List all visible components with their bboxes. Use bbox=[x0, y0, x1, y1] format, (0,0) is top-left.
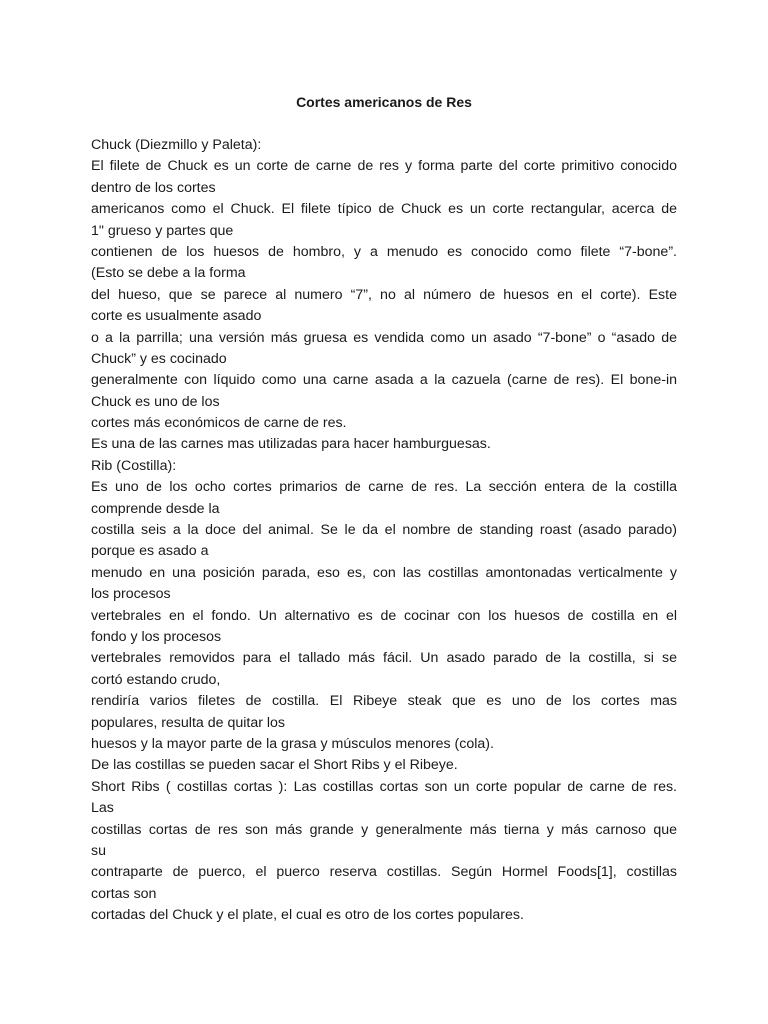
text-line: fondo y los procesos bbox=[91, 628, 222, 645]
text-line: vertebrales removidos para el tallado más fácil. Un asado parado de la costilla, si se bbox=[91, 650, 677, 667]
text-line: huesos y la mayor parte de la grasa y músculos menores (cola). bbox=[91, 735, 494, 752]
text-line: Es uno de los ocho cortes primarios de carne de res. La sección entera de la costilla bbox=[91, 479, 677, 496]
text-line: los procesos bbox=[91, 586, 171, 603]
text-line: americanos como el Chuck. El filete típico de Chuck es un corte rectangular, acerca de bbox=[91, 201, 677, 218]
text-line: del hueso, que se parece al numero “7”, no al número de huesos en el corte). Este bbox=[91, 286, 677, 303]
text-line: costillas cortas de res son más grande y generalmente más tierna y más carnoso que bbox=[91, 821, 677, 838]
text-line: Chuck es uno de los bbox=[91, 393, 220, 410]
text-line: (Esto se debe a la forma bbox=[91, 265, 246, 282]
text-line: Short Ribs ( costillas cortas ): Las costillas cortas son un corte popular de carne de res. bbox=[91, 778, 677, 795]
text-line: Chuck (Diezmillo y Paleta): bbox=[91, 137, 262, 153]
text-line: Chuck” y es cocinado bbox=[91, 350, 227, 367]
text-line: Rib (Costilla): bbox=[91, 457, 177, 474]
text-line: su bbox=[91, 842, 106, 859]
text-line: populares, resulta de quitar los bbox=[91, 714, 286, 731]
text-line: contraparte de puerco, el puerco reserva costillas. Según Hormel Foods[1], costillas bbox=[91, 864, 677, 881]
text-line: cortadas del Chuck y el plate, el cual es otro de los cortes populares. bbox=[91, 907, 524, 924]
text-line: cortas son bbox=[91, 885, 157, 902]
text-line: comprende desde la bbox=[91, 500, 220, 517]
text-line: rendiría varios filetes de costilla. El Ribeye steak que es uno de los cortes mas bbox=[91, 693, 677, 710]
text-line: vertebrales en el fondo. Un alternativo es de cocinar con los huesos de costilla en el bbox=[91, 607, 677, 624]
text-line: Es una de las carnes mas utilizadas para hacer hamburguesas. bbox=[91, 436, 491, 453]
text-line: menudo en una posición parada, eso es, con las costillas amontonadas verticalmente y bbox=[91, 564, 677, 581]
text-line: generalmente con líquido como una carne asada a la cazuela (carne de res). El bone-in bbox=[91, 372, 677, 389]
text-line: dentro de los cortes bbox=[91, 179, 216, 196]
text-line: contienen de los huesos de hombro, y a menudo es conocido como filete “7-bone”. bbox=[91, 243, 677, 260]
text-line: costilla seis a la doce del animal. Se le da el nombre de standing roast (asado parado) bbox=[91, 522, 677, 539]
text-line: corte es usualmente asado bbox=[91, 308, 262, 325]
text-line: cortes más económicos de carne de res. bbox=[91, 415, 347, 432]
text-line: 1" grueso y partes que bbox=[91, 222, 234, 239]
text-line: El filete de Chuck es un corte de carne de res y forma parte del corte primitivo conocido bbox=[91, 158, 677, 175]
text-line: cortó estando crudo, bbox=[91, 671, 221, 688]
text-line: porque es asado a bbox=[91, 543, 209, 560]
text-line: Las bbox=[91, 800, 114, 817]
text-line: o a la parrilla; una versión más gruesa es vendida como un asado “7-bone” o “asado de bbox=[91, 329, 677, 346]
text-line: De las costillas se pueden sacar el Short Ribs y el Ribeye. bbox=[91, 757, 458, 774]
document-title: Cortes americanos de Res bbox=[296, 94, 472, 110]
document-body bbox=[91, 135, 677, 926]
